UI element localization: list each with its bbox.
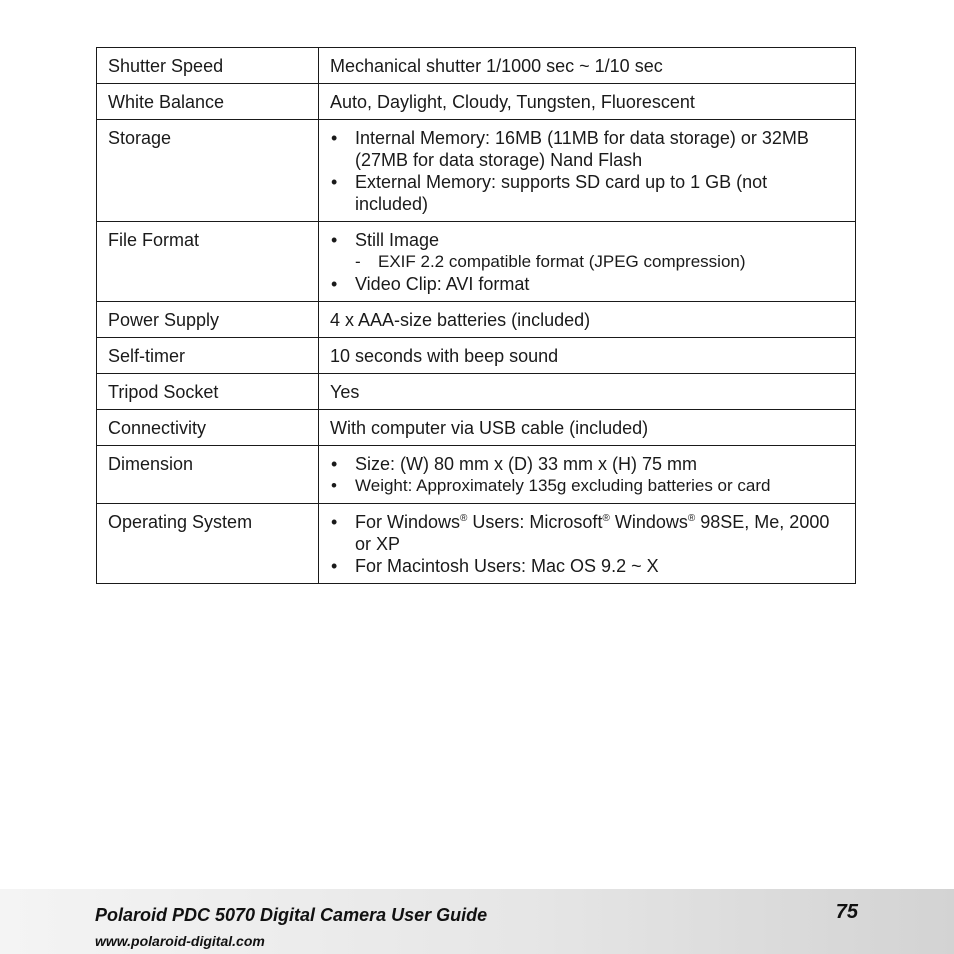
spec-value (319, 222, 856, 302)
bullet-item: • Video Clip: AVI format (330, 273, 845, 295)
table-row (97, 48, 856, 84)
bullet-item: • Internal Memory: 16MB (11MB for data storage) or 32MB (27MB for data storage) Nand Flash (330, 127, 845, 171)
bullet-list (330, 127, 845, 215)
spec-value: Auto, Daylight, Cloudy, Tungsten, Fluorescent (319, 84, 856, 120)
spec-value (319, 120, 856, 222)
sub-item (355, 251, 845, 273)
windows-text: Windows (614, 512, 688, 532)
spec-label: File Format (97, 222, 319, 302)
bullet-item: • For Macintosh Users: Mac OS 9.2 ~ X (330, 555, 845, 577)
table-row (97, 410, 856, 446)
spec-label: Power Supply (97, 302, 319, 338)
spec-table (96, 47, 856, 584)
table-row (97, 84, 856, 120)
os-versions-text: 98SE, Me, 2000 or XP (355, 512, 830, 554)
spec-value: With computer via USB cable (included) (319, 410, 856, 446)
registered-mark: ® (460, 513, 468, 524)
spec-label: Connectivity (97, 410, 319, 446)
bullet-list (330, 511, 845, 577)
bullet-item: • Weight: Approximately 135g excluding batteries or card (330, 475, 845, 497)
page-number: 75 (835, 901, 858, 923)
registered-mark: ® (602, 513, 610, 524)
dash-marker: - (355, 252, 361, 271)
bullet-item: • External Memory: supports SD card up to 1 GB (not included) (330, 171, 845, 215)
bullet-item (330, 511, 845, 555)
bullet-list (330, 453, 845, 497)
spec-label: Tripod Socket (97, 374, 319, 410)
sub-item-text: EXIF 2.2 compatible format (JPEG compression) (378, 252, 746, 271)
spec-label: Shutter Speed (97, 48, 319, 84)
bullet-item (330, 229, 845, 273)
windows-text: For Windows (355, 512, 461, 532)
spec-value (319, 446, 856, 504)
page-footer (0, 889, 954, 954)
spec-value: 4 x AAA-size batteries (included) (319, 302, 856, 338)
bullet-list (330, 229, 845, 295)
table-row (97, 374, 856, 410)
bullet-text: • Still Image (355, 230, 440, 250)
table-row (97, 338, 856, 374)
table-row (97, 504, 856, 584)
spec-label: Operating System (97, 504, 319, 584)
table-row (97, 302, 856, 338)
bullet-item: • Size: (W) 80 mm x (D) 33 mm x (H) 75 mm (330, 453, 845, 475)
table-row (97, 222, 856, 302)
spec-label: Storage (97, 120, 319, 222)
spec-label: Dimension (97, 446, 319, 504)
spec-value: Yes (319, 374, 856, 410)
spec-label: White Balance (97, 84, 319, 120)
table-row (97, 446, 856, 504)
footer-url: www.polaroid-digital.com (95, 933, 265, 949)
spec-value: 10 seconds with beep sound (319, 338, 856, 374)
microsoft-text: Users: Microsoft (472, 512, 603, 532)
spec-label: Self-timer (97, 338, 319, 374)
registered-mark: ® (687, 513, 696, 524)
spec-value: Mechanical shutter 1/1000 sec ~ 1/10 sec (319, 48, 856, 84)
footer-title: Polaroid PDC 5070 Digital Camera User Guide (95, 905, 488, 925)
spec-value (319, 504, 856, 584)
table-row (97, 120, 856, 222)
